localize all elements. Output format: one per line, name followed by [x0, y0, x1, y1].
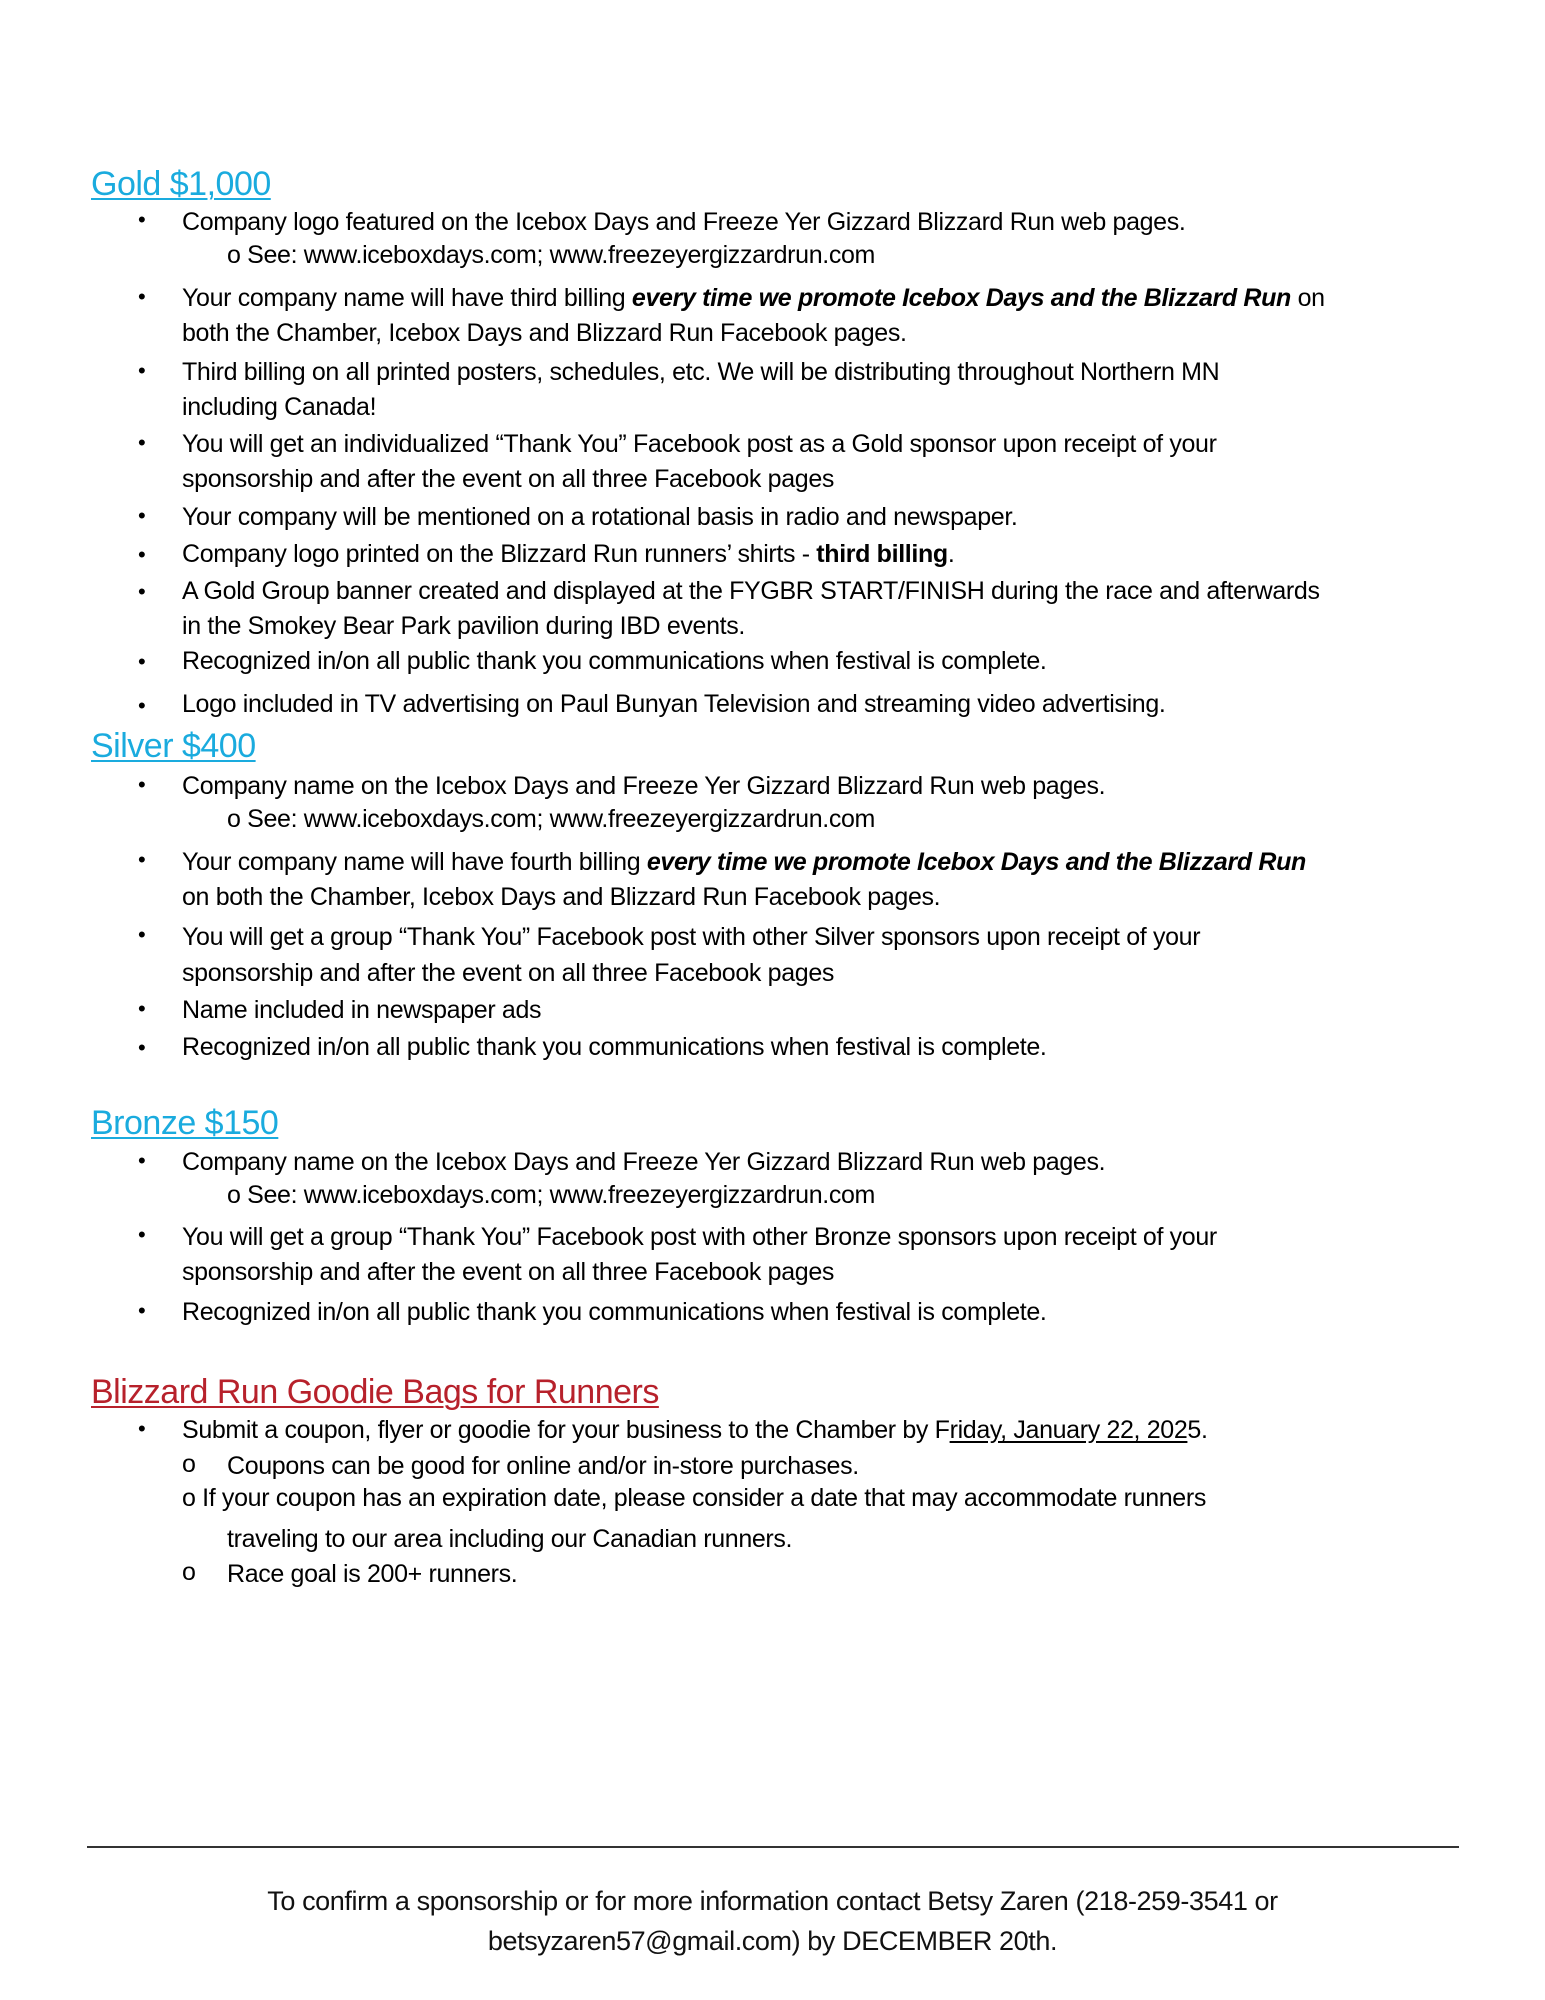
gold-item-1-sub: o See: www.iceboxdays.com; www.freezeyergizzardrun.com	[227, 241, 876, 269]
bullet-icon: •	[138, 1416, 146, 1441]
bullet-icon: •	[138, 430, 146, 455]
goodie-sub-2-line2: traveling to our area including our Canadian runners.	[227, 1525, 793, 1553]
silver-item-2: Your company name will have fourth billing every time we promote Icebox Days and the Blizzard Run	[182, 848, 1306, 876]
submit-deadline: riday, January 22, 202	[949, 1416, 1188, 1444]
gold-item-2-line2: both the Chamber, Icebox Days and Blizzard Run Facebook pages.	[182, 319, 907, 347]
goodie-sub-1: Coupons can be good for online and/or in-store purchases.	[227, 1452, 859, 1480]
gold-item-6: Company logo printed on the Blizzard Run runners’ shirts - third billing.	[182, 540, 955, 568]
bullet-icon: •	[138, 1035, 146, 1060]
goodie-submit-item: Submit a coupon, flyer or goodie for your business to the Chamber by Friday, January 22, 2025.	[182, 1416, 1208, 1444]
silver-item-2-line2: on both the Chamber, Icebox Days and Blizzard Run Facebook pages.	[182, 883, 941, 911]
bullet-icon: •	[138, 847, 146, 872]
gold-item-5: Your company will be mentioned on a rotational basis in radio and newspaper.	[182, 503, 1018, 531]
gold-item-3-line2: including Canada!	[182, 393, 377, 421]
silver-item-5: Recognized in/on all public thank you communications when festival is complete.	[182, 1033, 1047, 1061]
gold-item-4-line2: sponsorship and after the event on all three Facebook pages	[182, 465, 835, 493]
silver-heading: Silver $400	[91, 727, 256, 765]
bronze-item-3: Recognized in/on all public thank you communications when festival is complete.	[182, 1298, 1047, 1326]
bullet-icon: •	[138, 284, 146, 309]
silver-item-1: Company name on the Icebox Days and Freeze Yer Gizzard Blizzard Run web pages.	[182, 772, 1106, 800]
bullet-icon: •	[138, 1298, 146, 1323]
goodie-sub-2: o If your coupon has an expiration date, please consider a date that may accommodate runners	[182, 1484, 1206, 1512]
circle-bullet-icon: o	[182, 1558, 196, 1586]
bullet-icon: •	[138, 1148, 146, 1173]
bullet-icon: •	[138, 358, 146, 383]
footer-divider	[87, 1846, 1459, 1848]
bullet-icon: •	[138, 922, 146, 947]
gold-item-8: Recognized in/on all public thank you communications when festival is complete.	[182, 647, 1047, 675]
gold-item-3: Third billing on all printed posters, schedules, etc. We will be distributing throughout Northern MN	[182, 358, 1220, 386]
gold-item-1: Company logo featured on the Icebox Days and Freeze Yer Gizzard Blizzard Run web pages.	[182, 208, 1186, 236]
gold-item-9: Logo included in TV advertising on Paul Bunyan Television and streaming video advertising.	[182, 690, 1166, 718]
gold-item-2: Your company name will have third billing every time we promote Icebox Days and the Blizzard Run on	[182, 284, 1325, 312]
bullet-icon: •	[138, 579, 146, 604]
goodie-bags-heading: Blizzard Run Goodie Bags for Runners	[91, 1373, 659, 1411]
gold-item-7: A Gold Group banner created and displayed at the FYGBR START/FINISH during the race and afterwards	[182, 577, 1320, 605]
silver-item-1-sub: o See: www.iceboxdays.com; www.freezeyergizzardrun.com	[227, 805, 876, 833]
bronze-item-2: You will get a group “Thank You” Facebook post with other Bronze sponsors upon receipt of your	[182, 1223, 1217, 1251]
bronze-heading: Bronze $150	[91, 1104, 279, 1142]
bronze-item-1: Company name on the Icebox Days and Freeze Yer Gizzard Blizzard Run web pages.	[182, 1148, 1106, 1176]
silver-item-4: Name included in newspaper ads	[182, 996, 542, 1024]
bronze-item-1-sub: o See: www.iceboxdays.com; www.freezeyergizzardrun.com	[227, 1181, 876, 1209]
gold-item-7-line2: in the Smokey Bear Park pavilion during IBD events.	[182, 612, 745, 640]
bullet-icon: •	[138, 1222, 146, 1247]
silver-item-3: You will get a group “Thank You” Facebook post with other Silver sponsors upon receipt of your	[182, 923, 1201, 951]
bullet-icon: •	[138, 772, 146, 797]
bullet-icon: •	[138, 649, 146, 674]
footer-contact-line1: To confirm a sponsorship or for more information contact Betsy Zaren (218-259-3541 or	[267, 1886, 1278, 1916]
silver-item-3-line2: sponsorship and after the event on all three Facebook pages	[182, 959, 835, 987]
bullet-icon: •	[138, 542, 146, 567]
gold-heading: Gold $1,000	[91, 165, 271, 203]
bronze-item-2-line2: sponsorship and after the event on all three Facebook pages	[182, 1258, 835, 1286]
bullet-icon: •	[138, 693, 146, 718]
circle-bullet-icon: o	[182, 1450, 196, 1478]
gold-item-4: You will get an individualized “Thank You” Facebook post as a Gold sponsor upon receipt of your	[182, 430, 1217, 458]
bullet-icon: •	[138, 207, 146, 232]
footer-contact-line2: betsyzaren57@gmail.com) by DECEMBER 20th.	[487, 1926, 1058, 1956]
bullet-icon: •	[138, 503, 146, 528]
bullet-icon: •	[138, 996, 146, 1021]
goodie-sub-3: Race goal is 200+ runners.	[227, 1560, 518, 1588]
